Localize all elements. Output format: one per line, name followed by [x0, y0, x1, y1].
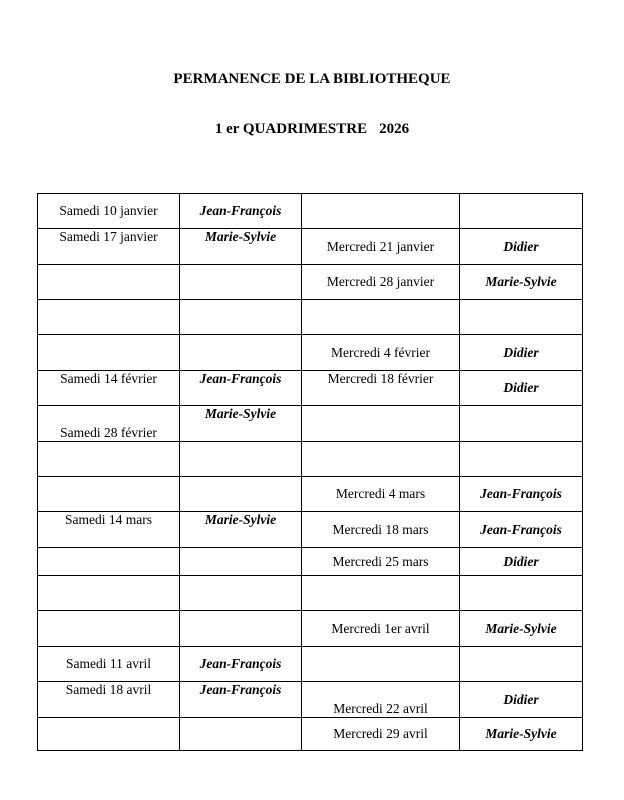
wednesday-volunteer-cell [460, 406, 583, 442]
wednesday-date-cell: Mercredi 28 janvier [302, 265, 460, 300]
wednesday-date-cell [302, 647, 460, 682]
wednesday-volunteer-cell: Marie-Sylvie [460, 611, 583, 647]
table-row [38, 300, 583, 335]
wednesday-date-cell [302, 406, 460, 442]
table-row [38, 477, 583, 512]
table-row [38, 229, 583, 265]
table-row [38, 406, 583, 442]
saturday-volunteer-cell: Jean-François [180, 647, 302, 682]
table-row [38, 512, 583, 548]
saturday-date-cell [38, 265, 180, 300]
wednesday-volunteer-cell: Jean-François [460, 512, 583, 548]
wednesday-volunteer-cell: Didier [460, 548, 583, 576]
wednesday-volunteer-cell [460, 442, 583, 477]
saturday-volunteer-cell: Jean-François [180, 371, 302, 406]
wednesday-date-cell: Mercredi 29 avril [302, 718, 460, 751]
saturday-date-cell: Samedi 18 avril [38, 682, 180, 718]
table-row [38, 194, 583, 229]
wednesday-date-cell: Mercredi 25 mars [302, 548, 460, 576]
saturday-volunteer-cell [180, 548, 302, 576]
saturday-date-cell: Samedi 10 janvier [38, 194, 180, 229]
wednesday-volunteer-cell: Marie-Sylvie [460, 265, 583, 300]
saturday-volunteer-cell [180, 442, 302, 477]
saturday-volunteer-cell: Marie-Sylvie [180, 229, 302, 265]
wednesday-volunteer-cell: Didier [460, 229, 583, 265]
saturday-date-cell: Samedi 17 janvier [38, 229, 180, 265]
table-row [38, 335, 583, 371]
wednesday-date-cell [302, 300, 460, 335]
year-label: 2026 [379, 121, 410, 137]
wednesday-date-cell: Mercredi 21 janvier [302, 229, 460, 265]
wednesday-date-cell [302, 194, 460, 229]
wednesday-date-cell [302, 576, 460, 611]
wednesday-volunteer-cell: Jean-François [460, 477, 583, 512]
table-row [38, 682, 583, 718]
wednesday-volunteer-cell [460, 576, 583, 611]
saturday-date-cell [38, 442, 180, 477]
table-row [38, 647, 583, 682]
period-label: 1 er QUADRIMESTRE [214, 121, 368, 137]
saturday-volunteer-cell: Marie-Sylvie [180, 406, 302, 442]
saturday-volunteer-cell [180, 611, 302, 647]
document-title: PERMANENCE DE LA BIBLIOTHEQUE [173, 71, 451, 87]
saturday-volunteer-cell: Jean-François [180, 682, 302, 718]
wednesday-volunteer-cell: Didier [460, 682, 583, 718]
saturday-volunteer-cell [180, 718, 302, 751]
wednesday-volunteer-cell: Didier [460, 335, 583, 371]
saturday-date-cell [38, 611, 180, 647]
saturday-date-cell [38, 477, 180, 512]
wednesday-date-cell: Mercredi 18 février [302, 371, 460, 406]
saturday-date-cell [38, 576, 180, 611]
saturday-volunteer-cell: Marie-Sylvie [180, 512, 302, 548]
table-row [38, 371, 583, 406]
table-row [38, 576, 583, 611]
wednesday-volunteer-cell [460, 194, 583, 229]
wednesday-date-cell: Mercredi 4 février [302, 335, 460, 371]
document-subtitle [0, 121, 624, 138]
wednesday-date-cell [302, 442, 460, 477]
saturday-date-cell [38, 718, 180, 751]
wednesday-date-cell: Mercredi 1er avril [302, 611, 460, 647]
wednesday-date-cell: Mercredi 4 mars [302, 477, 460, 512]
table-row [38, 442, 583, 477]
saturday-date-cell: Samedi 11 avril [38, 647, 180, 682]
saturday-date-cell: Samedi 14 mars [38, 512, 180, 548]
schedule-table [37, 193, 583, 751]
saturday-date-cell: Samedi 14 février [38, 371, 180, 406]
wednesday-volunteer-cell [460, 300, 583, 335]
table-row [38, 718, 583, 751]
saturday-date-cell [38, 335, 180, 371]
saturday-date-cell [38, 300, 180, 335]
table-row [38, 548, 583, 576]
table-row [38, 265, 583, 300]
saturday-volunteer-cell [180, 477, 302, 512]
saturday-volunteer-cell [180, 300, 302, 335]
wednesday-date-cell: Mercredi 18 mars [302, 512, 460, 548]
wednesday-volunteer-cell: Didier [460, 371, 583, 406]
saturday-volunteer-cell [180, 335, 302, 371]
saturday-volunteer-cell [180, 265, 302, 300]
table-row [38, 611, 583, 647]
saturday-volunteer-cell: Jean-François [180, 194, 302, 229]
saturday-volunteer-cell [180, 576, 302, 611]
saturday-date-cell: Samedi 28 février [38, 406, 180, 442]
wednesday-date-cell: Mercredi 22 avril [302, 682, 460, 718]
wednesday-volunteer-cell [460, 647, 583, 682]
saturday-date-cell [38, 548, 180, 576]
wednesday-volunteer-cell: Marie-Sylvie [460, 718, 583, 751]
